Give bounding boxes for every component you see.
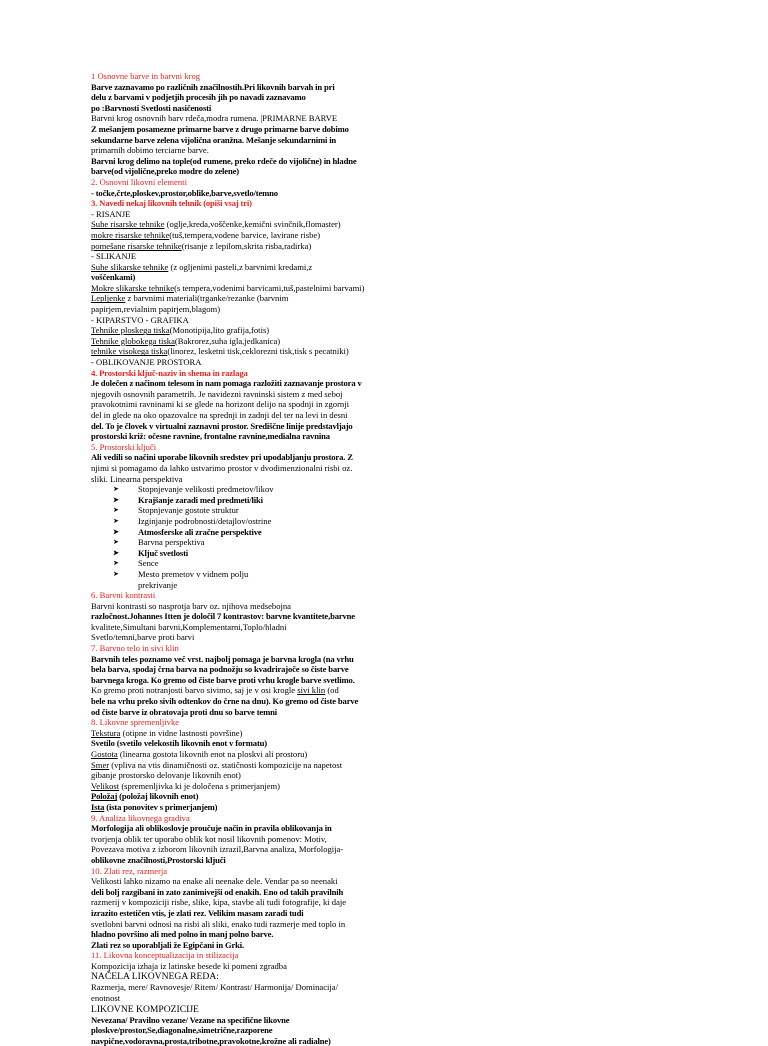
line-text: del in glede na oko opazovalce na sprednji in zadnji del ter na levi in desni: [91, 410, 348, 420]
line-text: 1 Osnovne barve in barvni krog: [91, 71, 201, 81]
text-line: [91, 664, 381, 675]
line-text: bele na vrhu preko sivih odtenkov do črne na dnu). Ko gremo od čiste barve: [91, 696, 359, 707]
line-text: Krajšanje zaradi med predmeti/liki: [138, 494, 263, 505]
line-text: njegovih osnovnih parametrih. Je navidezni ravninski sistem z med seboj: [91, 388, 343, 399]
line-text: voščenkami): [91, 272, 136, 283]
text-line: [91, 230, 381, 241]
line-text: Suhe slikarske tehnike (z ogljenimi pasteli,z barvnimi kredami,z: [91, 261, 313, 272]
text-line: [91, 219, 381, 230]
section-heading: [91, 368, 381, 379]
line-text: tehnike visokega tiska(linorez, lesketni tisk,ceklorezni tisk,tisk s pecatniki): [91, 346, 349, 357]
line-text: Je dolečen z načinom telesom in nam pomaga razložiti zaznavanje prostora v: [91, 378, 362, 389]
text-line: [91, 452, 381, 463]
text-line: [91, 707, 381, 718]
line-text: tvorjenja oblik ter uporabo oblik kot nosil likovnih pomenov: Motiv,: [91, 833, 327, 844]
section-heading: [91, 177, 381, 188]
line-text: Gostota (linearna gostota likovnih enot na ploskvi ali prostoru): [91, 749, 308, 759]
line-text: 4. Prostorski ključ-naziv in shema in razlaga: [91, 367, 248, 378]
text-line: [91, 166, 381, 177]
line-text: sliki. Linearna perspektiva: [91, 473, 183, 484]
line-text: Mokre slikarske tehnike(s tempera,vodenimi barvicami,tuš,pastelnimi barvami): [91, 282, 365, 293]
arrow-bullet-icon: ➤: [113, 559, 119, 568]
line-text: njimi si pomagamo da lahko ustvarimo prostor v dvodimenzionalni risbi oz.: [91, 462, 353, 473]
line-text: Velikost (spremenljivka ki je določena s primerjanjem): [91, 780, 281, 791]
line-text: Razmerja, mere/ Ravnovesje/ Ritem/ Kontrast/ Harmonija/ Dominacija/: [91, 982, 338, 993]
section-heading: [91, 442, 381, 453]
line-text: deli bolj razgibani in zato zanimivejši od enakih. Eno od takih pravilnih: [91, 886, 344, 897]
line-text: Smer (vpliva na vtis dinamičnosti oz. statičnosti kompozicije na napetost: [91, 759, 343, 770]
text-line: [91, 802, 381, 813]
text-line: [91, 421, 381, 432]
arrow-bullet-icon: ➤: [113, 516, 119, 525]
line-text: kvalitete,Simultani barvni,Komplementarni,Toplo/hladni: [91, 621, 287, 632]
bullet-item: [91, 484, 381, 495]
line-text: Barvna perspektiva: [138, 537, 205, 548]
section-heading: [91, 590, 381, 601]
text-line: [91, 113, 381, 124]
text-line: [91, 378, 381, 389]
line-text: primarnih dobimo terciarne barve.: [91, 145, 209, 156]
line-text: Barvni krog delimo na tople(od rumene, preko rdeče do vijolične) in hladne: [91, 155, 357, 166]
text-line: [91, 971, 381, 982]
text-line: [91, 82, 381, 93]
arrow-bullet-icon: ➤: [113, 548, 119, 557]
arrow-bullet-icon: ➤: [113, 538, 119, 547]
line-text: 9. Analiza likovnega gradiva: [91, 812, 190, 823]
line-text: del. To je človek v virtualni zaznavni prostor. Središčne linije predstavljajo: [91, 420, 353, 431]
text-line: [91, 876, 381, 887]
line-text: Lepljenke z barvnimi materiali(trganke/rezanke (barvnim: [91, 293, 289, 304]
text-line: [91, 940, 381, 951]
text-line: [91, 241, 381, 252]
text-line: [91, 474, 381, 485]
text-line: [91, 156, 381, 167]
line-text: pomešane risarske tehnike(risanje z lepilom,skrita risba,radirka): [91, 240, 312, 251]
line-text: po :Barvnosti Svetlosti nasičenosti: [91, 102, 212, 113]
text-line: [91, 293, 381, 304]
line-text: Svetlo/temni,barve proti barvi: [91, 632, 195, 643]
line-text: gibanje prostorsko delovanje likovnih enot): [91, 770, 241, 781]
text-line: [91, 632, 381, 643]
line-text: Barvnih teles poznamo več vrst. najbolj pomaga je barvna krogla (na vrhu: [91, 653, 354, 664]
text-line: [91, 855, 381, 866]
text-line: [91, 357, 381, 368]
line-text: navpične,vodoravna,prosta,tribotne,pravokotne,krožne ali radialne): [91, 1035, 331, 1046]
text-line: [91, 622, 381, 633]
text-line: [91, 262, 381, 273]
text-line: [91, 92, 381, 103]
line-text: razmerij v kompoziciji risbe, slike, kipa, stavbe ali tudi fotografije, ki daje: [91, 897, 347, 908]
line-text: Suhe risarske tehnike (oglje,kreda,voščenke,kemični svinčnik,flomaster): [91, 219, 341, 230]
line-text: pravokotnimi ravninami ki se glede na horizont delijo na spodnji in zgornji: [91, 399, 349, 410]
line-text: Ko gremo proti notranjosti barvo sivimo, saj je v osi krogle sivi klin (od: [91, 685, 339, 696]
line-text: Atmosferske ali zračne perspektive: [138, 526, 262, 537]
line-text: barve(od vijolične,preko modre do zelene): [91, 166, 239, 177]
text-line: [91, 834, 381, 845]
section-heading: [91, 866, 381, 877]
line-text: bela barva, spodaj črna barva na podnožju so kvadrirajoče so čiste barve: [91, 664, 349, 675]
text-line: [91, 993, 381, 1004]
line-text: 3. Navedi nekaj likovnih tehnik (opiši vsaj tri): [91, 198, 252, 209]
section-heading: [91, 198, 381, 209]
line-text: Sence: [138, 558, 159, 569]
line-text: prekrivanje: [138, 579, 178, 590]
text-line: [91, 188, 381, 199]
line-text: Barvni krog osnovnih barv rdeča,modra rumena. |PRIMARNE BARVE: [91, 113, 338, 124]
line-text: Mesto premetov v vidnem polju: [138, 568, 249, 579]
line-text: 7. Barvno telo in sivi klin: [91, 643, 179, 654]
text-line: [91, 315, 381, 326]
section-heading: [91, 71, 381, 82]
line-text: 10. Zlati rez, razmerja: [91, 865, 168, 876]
line-text: Svetilo (svetilo velekostih likovnih enot v formatu): [91, 738, 268, 749]
section-heading: [91, 643, 381, 654]
line-text: svetlobni barvni odnosi na risbi ali sliki, enako tudi razmerje med toplo in: [91, 918, 346, 929]
line-text: oblikovne značilnosti,Prostorski ključi: [91, 854, 226, 865]
text-line: [91, 611, 381, 622]
text-line: [91, 844, 381, 855]
line-text: sekundarne barve zelena vijolična oranžna. Mešanje sekundarnimi in: [91, 134, 337, 145]
text-line: [91, 431, 381, 442]
bullet-item: [91, 516, 381, 527]
text-line: [91, 675, 381, 686]
line-text: Kompozicija izhaja iz latinske besede ki pomeni zgradba: [91, 960, 287, 971]
text-line: [91, 728, 381, 739]
text-line: [91, 283, 381, 294]
arrow-bullet-icon: ➤: [113, 485, 119, 494]
line-text: Izginjanje podrobnosti/detajlov/ostrine: [138, 515, 272, 526]
line-text: Z mešanjem posamezne primarne barve z drugo primarne barve dobimo: [91, 123, 349, 134]
line-text: mokre risarske tehnike(tuš,tempera,vodene barvice, lavirane risbe): [91, 229, 321, 240]
line-text: od čiste barve iz obratovaja proti dnu so barve temni: [91, 706, 277, 717]
text-line: [91, 887, 381, 898]
line-text: 8. Likovne spremenljivke: [91, 717, 180, 728]
line-text: Stopnjevanje velikosti predmetov/likov: [138, 484, 274, 495]
text-line: [91, 389, 381, 400]
text-line: [91, 251, 381, 262]
arrow-bullet-icon: ➤: [113, 506, 119, 515]
line-text: izrazito estetičen vtis, je zlati rez. Velikim masam zaradi tudi: [91, 907, 304, 918]
line-text: hladno površino ali med polno in manj polno barve.: [91, 929, 274, 940]
line-text: 11. Likovna konceptualizacija in stilizacija: [91, 950, 239, 961]
text-line: [91, 760, 381, 771]
text-line: [91, 346, 381, 357]
text-line: [91, 749, 381, 760]
arrow-bullet-icon: ➤: [113, 569, 119, 578]
text-line: [91, 1004, 381, 1015]
text-line: [91, 961, 381, 972]
line-text: Tekstura (otipne in vidne lastnosti površine): [91, 727, 243, 738]
line-text: prostorski križ: očesne ravnine, frontalne ravnine,medialna ravnina: [91, 431, 330, 442]
text-line: [91, 601, 381, 612]
line-text: - OBLIKOVANJE PROSTORA: [91, 357, 202, 368]
bullet-item: [91, 537, 381, 548]
bullet-item: [91, 527, 381, 538]
line-text: Ključ svetlosti: [138, 547, 189, 558]
text-line: [91, 336, 381, 347]
text-line: [91, 696, 381, 707]
bullet-item: [91, 505, 381, 516]
line-text: barvnega kroga. Ko gremo od čiste barve proti vrhu krogle barve svetlimo.: [91, 674, 355, 685]
line-text: Velikosti lahko nizamo na enake ali neenake dele. Vendar pa so neenaki: [91, 876, 338, 887]
text-line: [91, 770, 381, 781]
text-line: [91, 1025, 381, 1036]
document-page: [91, 71, 381, 1046]
line-text: 6. Barvni kontrasti: [91, 590, 156, 601]
line-text: 2. Osnovni likovni elementi: [91, 176, 187, 187]
text-line: [91, 580, 381, 591]
section-heading: [91, 813, 381, 824]
text-line: [91, 982, 381, 993]
line-text: Stopnjevanje gostote struktur: [138, 505, 239, 516]
line-text: - RISANJE: [91, 208, 131, 219]
line-text: LIKOVNE KOMPOZICIJE: [91, 1003, 199, 1015]
text-line: [91, 399, 381, 410]
line-text: Barve zaznavamo po različnih značilnostih.Pri likovnih barvah in pri: [91, 81, 335, 92]
line-text: enotnost: [91, 993, 121, 1004]
text-line: [91, 463, 381, 474]
text-line: [91, 135, 381, 146]
text-line: [91, 272, 381, 283]
line-text: Morfologija ali oblikoslovje proučuje način in pravila oblikovanja in: [91, 823, 332, 834]
text-line: [91, 304, 381, 315]
line-text: papirjem,revialnim papirjem,blagom): [91, 304, 221, 315]
line-text: Položaj (položaj likovnih enot): [91, 791, 199, 802]
arrow-bullet-icon: ➤: [113, 495, 119, 504]
text-line: [91, 145, 381, 156]
text-line: [91, 654, 381, 665]
line-text: - KIPARSTVO - GRAFIKA: [91, 314, 189, 325]
line-text: 5. Prostorski ključi: [91, 441, 157, 452]
text-line: [91, 919, 381, 930]
line-text: razločnost.Johannes Itten je določil 7 kontrastov: barvne kvantitete,barvne: [91, 611, 355, 622]
bullet-item: [91, 569, 381, 580]
text-line: [91, 908, 381, 919]
text-line: [91, 791, 381, 802]
line-text: Ali vedili so načini uporabe likovnih sredstev pri upodabljanju prostora. Z: [91, 452, 353, 463]
bullet-item: [91, 495, 381, 506]
text-line: [91, 1036, 381, 1046]
line-text: ploskve/prostor,Se,diagonalne,simetrične,razporene: [91, 1025, 273, 1036]
line-text: Barvni kontrasti so nasprotja barv oz. njihova medsebojna: [91, 600, 291, 611]
arrow-bullet-icon: ➤: [113, 527, 119, 536]
line-text: Tehnike globokega tiska(Bakrorez,suha igla,jedkanica): [91, 335, 281, 346]
line-text: Povezava motiva z izborom likovnih izrazil,Barvna analiza, Morfologija-: [91, 844, 344, 855]
section-heading: [91, 950, 381, 961]
text-line: [91, 325, 381, 336]
text-line: [91, 929, 381, 940]
text-line: [91, 781, 381, 792]
line-text: Nevezana/ Pravilno vezane/ Vezane na specifične likovne: [91, 1014, 290, 1025]
line-text: - SLIKANJE: [91, 251, 137, 262]
text-line: [91, 209, 381, 220]
bullet-item: [91, 548, 381, 559]
text-line: [91, 124, 381, 135]
text-line: [91, 738, 381, 749]
text-line: [91, 823, 381, 834]
line-text: Tehnike ploskega tiska(Monotipija,lito grafija,fotis): [91, 325, 270, 336]
text-line: [91, 685, 381, 696]
line-text: Zlati rez so uporabljali že Egipčani in Grki.: [91, 939, 245, 950]
text-line: [91, 897, 381, 908]
line-text: Ista (ista ponovitev s primerjanjem): [91, 801, 218, 812]
text-line: [91, 410, 381, 421]
section-heading: [91, 717, 381, 728]
line-text: delu z barvami v podjetjih procesih jih po navadi zaznavamo: [91, 92, 306, 103]
text-line: [91, 103, 381, 114]
line-text: - točke,črte,ploskev,prostor,oblike,barve,svetlo/temno: [91, 187, 278, 198]
bullet-item: [91, 558, 381, 569]
line-text: NAČELA LIKOVNEGA REDA:: [91, 971, 219, 983]
